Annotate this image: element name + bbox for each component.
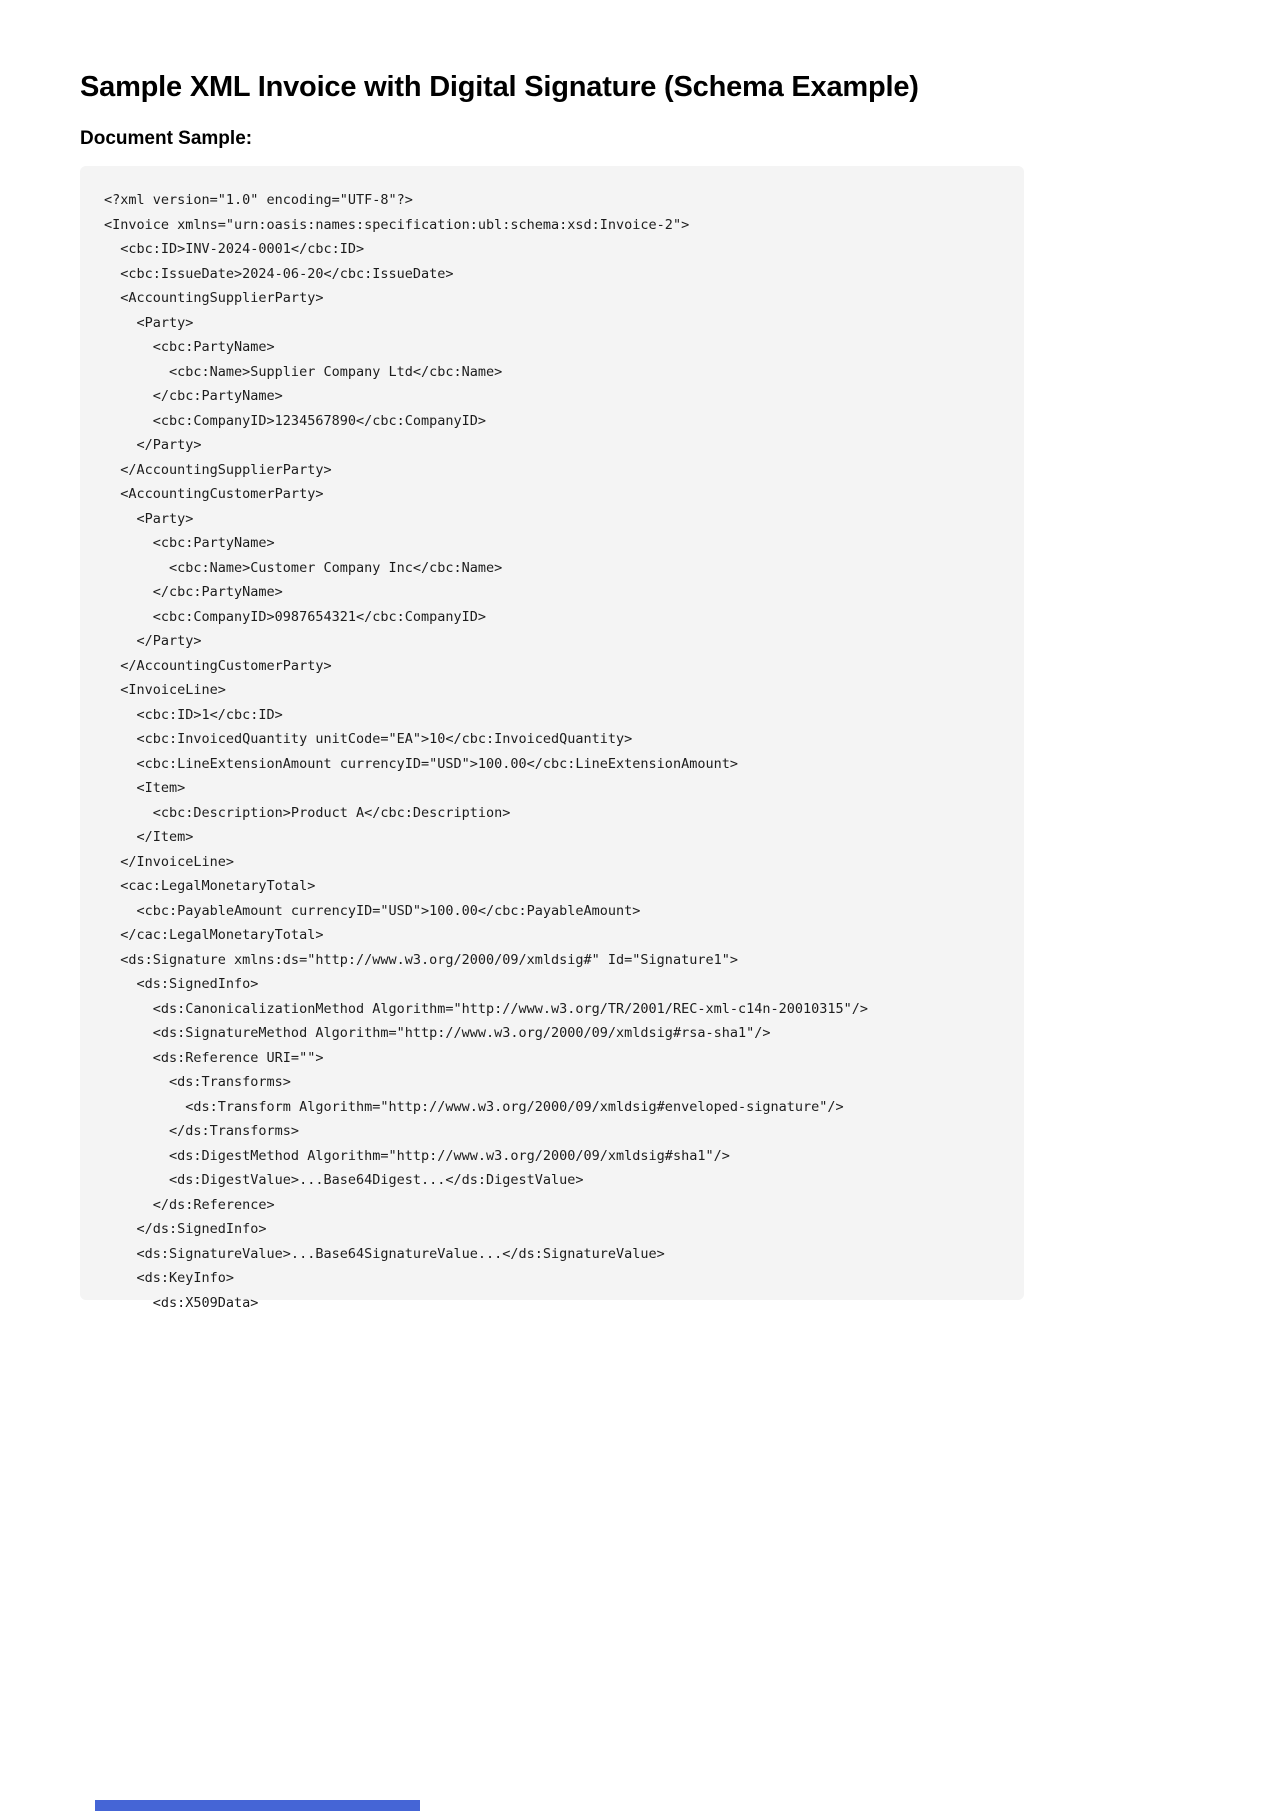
code-block	[104, 188, 1000, 1315]
code-line: </AccountingSupplierParty>	[104, 461, 332, 478]
code-line: <ds:Transforms>	[104, 1074, 291, 1090]
clipped-bottom-bar	[95, 1800, 420, 1811]
code-line: <ds:X509Data>	[104, 1294, 259, 1311]
code-line: <ds:KeyInfo>	[104, 1270, 235, 1286]
code-line: <cbc:IssueDate>2024-06-20</cbc:IssueDate>	[104, 265, 454, 282]
code-line: <ds:SignedInfo>	[104, 976, 259, 992]
code-line: </AccountingCustomerParty>	[104, 657, 332, 674]
code-line: <cbc:ID>INV-2024-0001</cbc:ID>	[104, 241, 365, 257]
code-line: <Party>	[104, 314, 194, 331]
code-line: <ds:Reference URI="">	[104, 1049, 324, 1066]
code-line: <?xml version="1.0" encoding="UTF-8"?>	[104, 192, 413, 208]
code-line: <Invoice xmlns="urn:oasis:names:specification:ubl:schema:xsd:Invoice-2">	[104, 216, 690, 233]
code-line: <cac:LegalMonetaryTotal>	[104, 878, 316, 894]
code-line: </cac:LegalMonetaryTotal>	[104, 927, 324, 943]
code-line: <cbc:Description>Product A</cbc:Description>	[104, 804, 511, 821]
code-line: <cbc:LineExtensionAmount currencyID="USD">100.00</cbc:LineExtensionAmount>	[104, 755, 738, 772]
code-line: </cbc:PartyName>	[104, 584, 283, 600]
code-line: <ds:DigestValue>...Base64Digest...</ds:DigestValue>	[104, 1172, 584, 1188]
code-sample-container	[80, 166, 1024, 1311]
code-line: <Item>	[104, 780, 186, 796]
code-line: <Party>	[104, 510, 194, 527]
code-line: <cbc:PayableAmount currencyID="USD">100.00</cbc:PayableAmount>	[104, 902, 641, 919]
code-line: </Party>	[104, 437, 202, 453]
page-title: Sample XML Invoice with Digital Signature (Schema Example)	[80, 71, 919, 103]
code-line: <InvoiceLine>	[104, 682, 226, 698]
code-line: <cbc:PartyName>	[104, 535, 275, 551]
code-line: <ds:SignatureValue>...Base64SignatureValue...</ds:SignatureValue>	[104, 1245, 665, 1262]
code-line: </ds:SignedInfo>	[104, 1221, 267, 1237]
code-line: <ds:DigestMethod Algorithm="http://www.w3.org/2000/09/xmldsig#sha1"/>	[104, 1147, 730, 1164]
code-line: <cbc:CompanyID>1234567890</cbc:CompanyID>	[104, 412, 487, 429]
section-heading-document-sample: Document Sample:	[80, 128, 253, 149]
code-line: <AccountingCustomerParty>	[104, 486, 324, 502]
code-line: </Party>	[104, 633, 202, 649]
code-line: <cbc:PartyName>	[104, 339, 275, 355]
code-line: <cbc:ID>1</cbc:ID>	[104, 706, 283, 723]
code-line: <ds:Transform Algorithm="http://www.w3.org/2000/09/xmldsig#enveloped-signature"/>	[104, 1098, 844, 1115]
code-line: </Item>	[104, 829, 194, 845]
code-line: <cbc:CompanyID>0987654321</cbc:CompanyID>	[104, 608, 487, 625]
code-line: <cbc:Name>Customer Company Inc</cbc:Name>	[104, 559, 503, 576]
code-line: <cbc:Name>Supplier Company Ltd</cbc:Name>	[104, 363, 503, 380]
code-line: </ds:Transforms>	[104, 1123, 300, 1139]
code-line: <ds:CanonicalizationMethod Algorithm="http://www.w3.org/TR/2001/REC-xml-c14n-20010315"/>	[104, 1000, 869, 1017]
code-line: <cbc:InvoicedQuantity unitCode="EA">10</cbc:InvoicedQuantity>	[104, 731, 633, 747]
code-line: <ds:SignatureMethod Algorithm="http://www.w3.org/2000/09/xmldsig#rsa-sha1"/>	[104, 1025, 771, 1041]
code-line: </ds:Reference>	[104, 1196, 275, 1213]
code-line: </InvoiceLine>	[104, 853, 235, 870]
code-line: <ds:Signature xmlns:ds="http://www.w3.org/2000/09/xmldsig#" Id="Signature1">	[104, 951, 738, 968]
code-line: <AccountingSupplierParty>	[104, 290, 324, 306]
code-line: </cbc:PartyName>	[104, 388, 283, 404]
